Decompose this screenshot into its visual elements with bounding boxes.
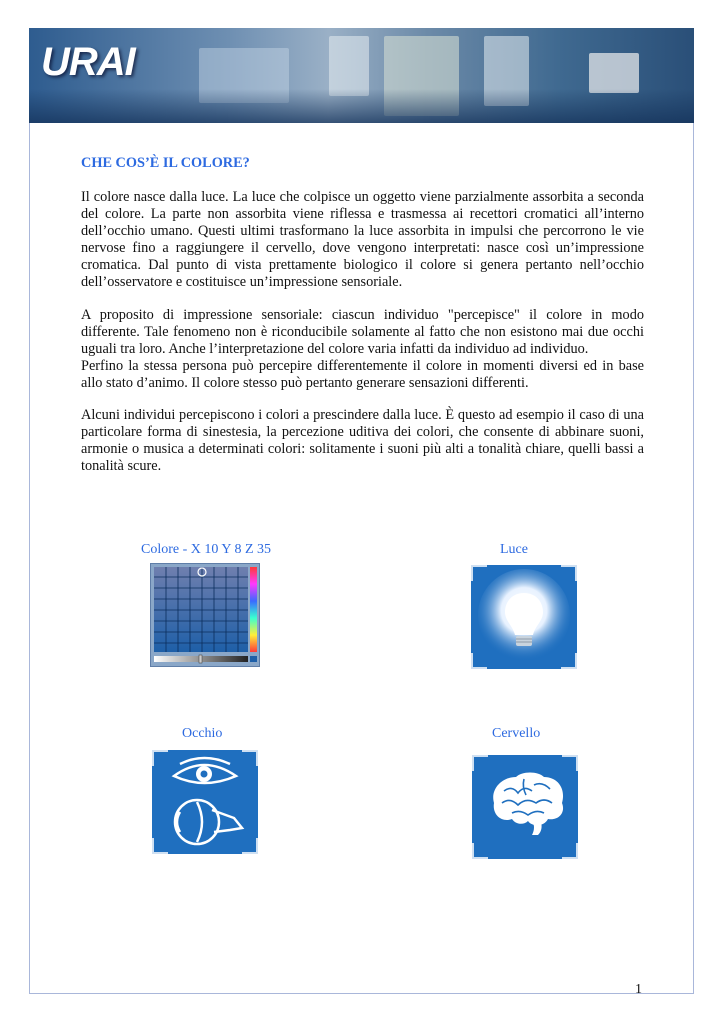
color-picker-icon: [150, 563, 260, 667]
caption-luce: Luce: [500, 542, 528, 557]
paragraph-text: Il colore nasce dalla luce. La luce che colpisce un oggetto viene parzialmente assorbita a seconda del colore. La parte non assorbita viene riflessa e trasmessa ai recettori cromatici all’interno dell’occhio umano. Questi ultimi trasformano la luce assorbita in impulsi che percorrono le vie nervose fino a raggiungere il cervello, dove vengono interpretati: nasce così un’impressione cromatica. Dal punto di vista prettamente biologico il colore si genera pertanto nell’occhio dell’osservatore e costituisce un’impressione sensoriale.: [81, 189, 644, 290]
paragraph-1: [81, 189, 644, 291]
page-title: CHE COS’È IL COLORE?: [81, 155, 250, 171]
caption-cervello: Cervello: [492, 726, 541, 741]
paragraph-text: A proposito di impressione sensoriale: ciascun individuo "percepisce" il colore in modo differente. Tale fenomeno non è riconducibile solamente al fatto che non esistono mai due occhi uguali tra loro. Anche l’interpretazione del colore varia infatti da individuo ad individuo.: [81, 307, 644, 357]
page-number: 1: [635, 982, 642, 997]
page-frame: [29, 28, 694, 994]
urai-logo: URAI: [41, 40, 135, 84]
paragraph-text: Perfino la stessa persona può percepire differentemente il colore in momenti diversi ed in base allo stato d’animo. Il colore stesso può pertanto generare sensazioni differenti.: [81, 358, 644, 391]
caption-colore: Colore - X 10 Y 8 Z 35: [141, 542, 271, 557]
paragraph-2: [81, 307, 644, 392]
paragraph-text: Alcuni individui percepiscono i colori a prescindere dalla luce. È questo ad esempio il caso di una particolare forma di sinestesia, la percezione uditiva dei colori, che consente di abbinare suoni, armonie o musica a determinati colori: solitamente i suoni più alti a tonalità chiare, quelli bassi a tonalità scure.: [81, 407, 644, 474]
eye-tile: [152, 750, 258, 854]
brain-tile: [472, 755, 578, 859]
header-banner: [29, 28, 694, 123]
caption-occhio: Occhio: [182, 726, 223, 741]
light-bulb-tile: [471, 565, 577, 669]
paragraph-3: [81, 407, 644, 475]
